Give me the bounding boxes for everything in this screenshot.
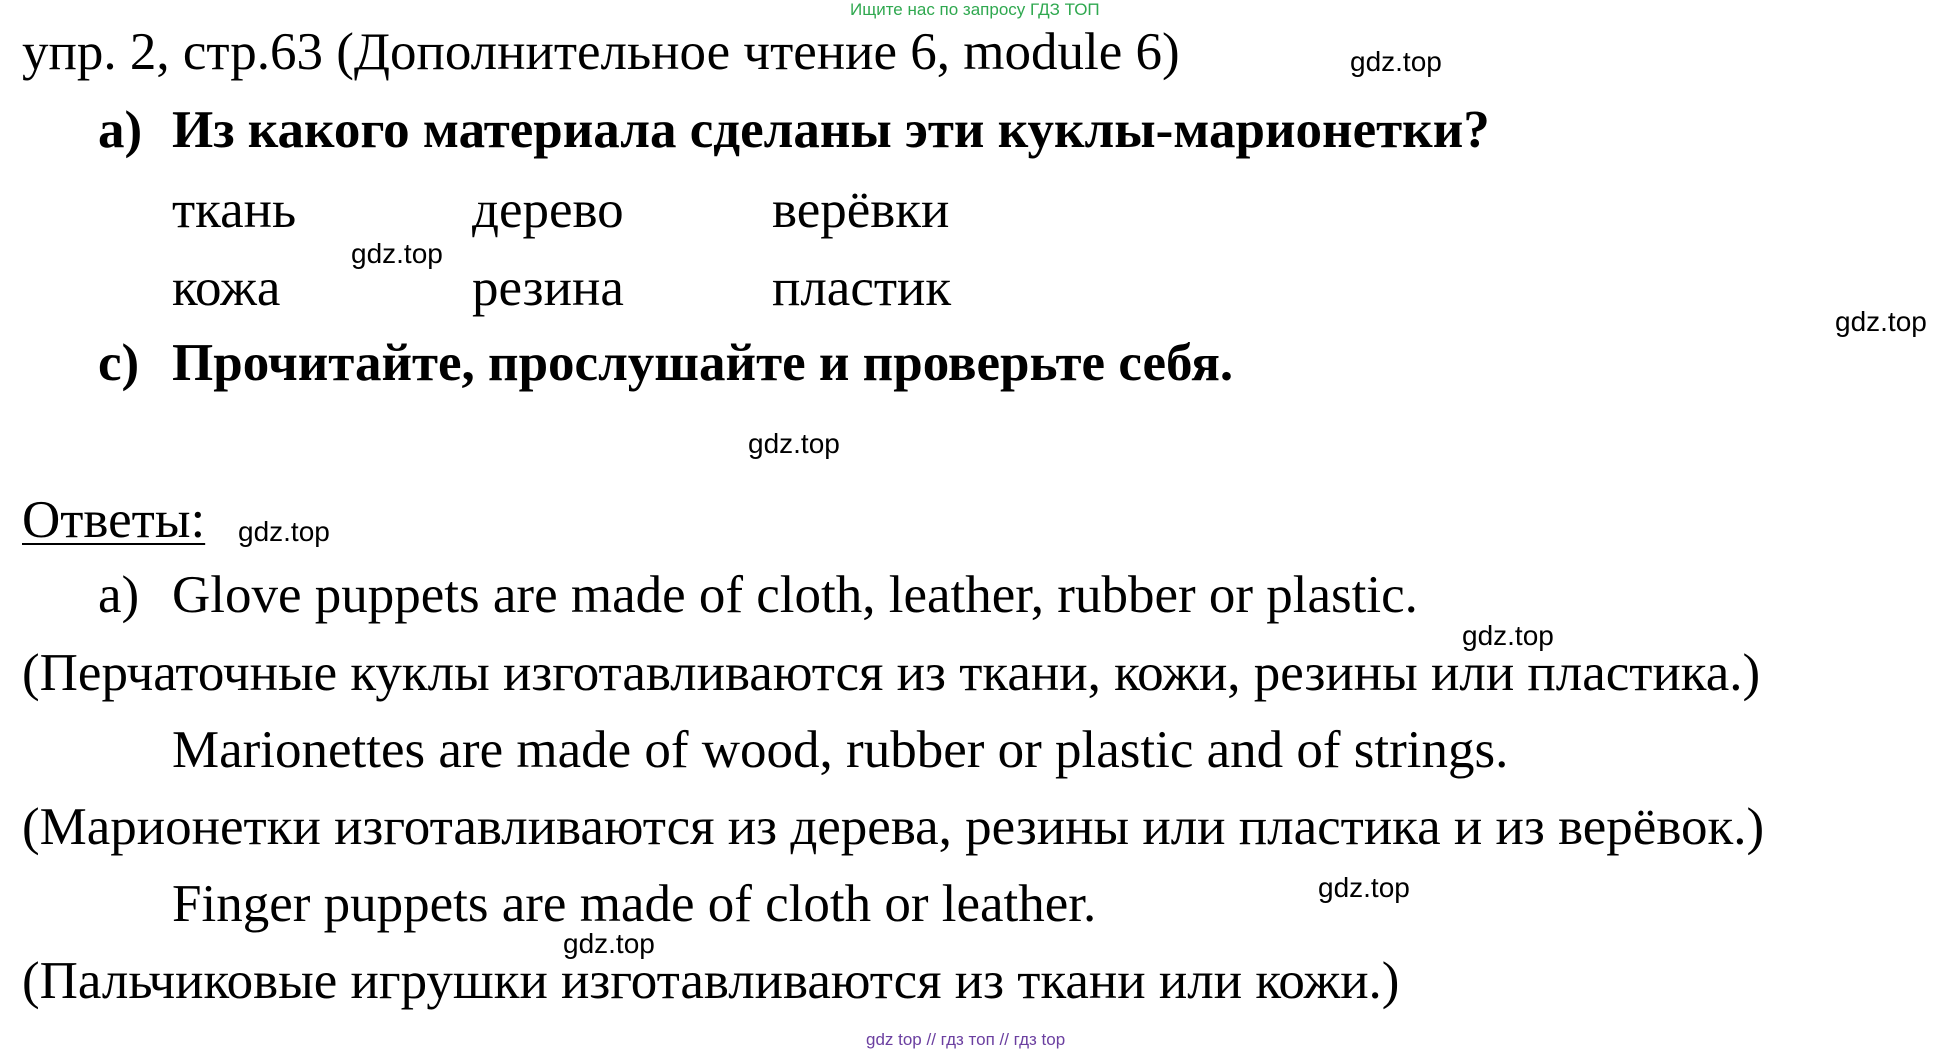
answer-marker: a) — [98, 566, 140, 624]
answer-line-english: Glove puppets are made of cloth, leather, rubber or plastic. — [172, 566, 1418, 624]
material-word: верёвки — [772, 181, 950, 239]
question-a-text: Из какого материала сделаны эти куклы-марионетки? — [172, 101, 1490, 159]
question-c-marker: c) — [98, 334, 140, 392]
watermark: gdz.top — [1350, 46, 1442, 77]
watermark: gdz.top — [1318, 872, 1410, 903]
answers-heading: Ответы: — [22, 491, 206, 549]
watermark: gdz.top — [563, 928, 655, 959]
question-a-marker: a) — [98, 101, 143, 159]
watermark: gdz.top — [351, 238, 443, 269]
material-word: ткань — [172, 181, 297, 239]
answer-line-translation: (Марионетки изготавливаются из дерева, резины или пластика и из верёвок.) — [22, 798, 1765, 856]
page-title: упр. 2, стр.63 (Дополнительное чтение 6, module 6) — [22, 23, 1180, 81]
answer-line-translation: (Пальчиковые игрушки изготавливаются из ткани или кожи.) — [22, 952, 1400, 1010]
question-c-text: Прочитайте, прослушайте и проверьте себя. — [172, 334, 1234, 392]
material-word: пластик — [772, 259, 952, 317]
material-word: дерево — [472, 181, 624, 239]
watermark: gdz.top — [748, 428, 840, 459]
answer-line-translation: (Перчаточные куклы изготавливаются из ткани, кожи, резины или пластика.) — [22, 644, 1761, 702]
watermark: gdz.top — [238, 516, 330, 547]
answer-line-english: Marionettes are made of wood, rubber or plastic and of strings. — [172, 721, 1509, 779]
material-word: кожа — [172, 259, 281, 317]
footer-links: gdz top // гдз топ // гдз top — [866, 1030, 1066, 1049]
watermark: gdz.top — [1835, 306, 1927, 337]
answer-line-english: Finger puppets are made of cloth or leather. — [172, 875, 1097, 933]
watermark: gdz.top — [1462, 620, 1554, 651]
material-word: резина — [472, 259, 624, 317]
top-banner: Ищите нас по запросу ГДЗ ТОП — [850, 0, 1100, 19]
